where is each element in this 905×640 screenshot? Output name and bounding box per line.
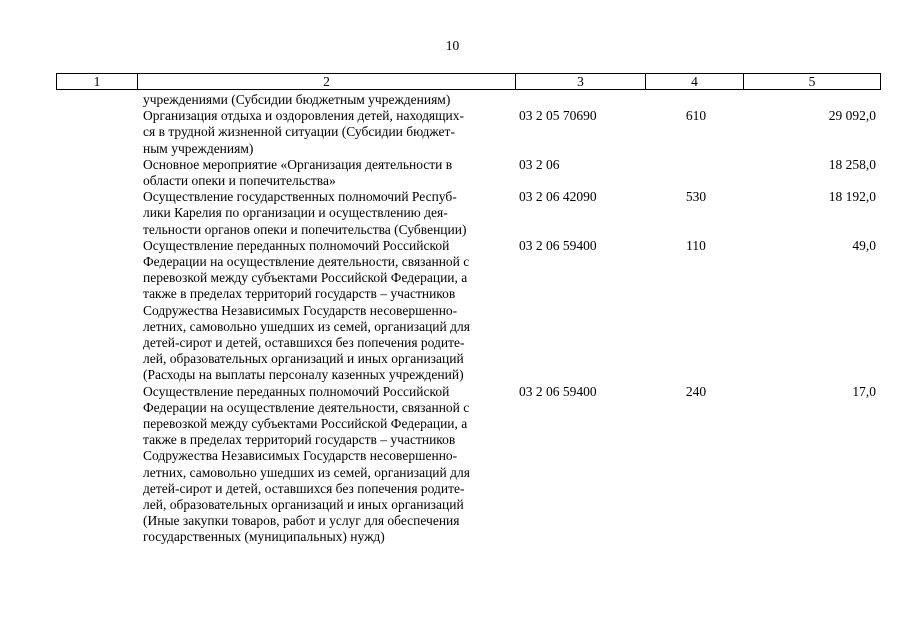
description-line: Содружества Независимых Государств несовершенно- bbox=[143, 302, 458, 318]
row-description bbox=[137, 384, 509, 546]
table-row bbox=[56, 157, 880, 189]
description-line: (Иные закупки товаров, работ и услуг для обеспечения bbox=[143, 513, 460, 529]
row-code: 03 2 06 59400 bbox=[519, 383, 597, 399]
description-line: Организация отдыха и оздоровления детей, находящих- bbox=[143, 108, 465, 124]
description-line: Осуществление переданных полномочий Российской bbox=[143, 237, 450, 253]
row-amount: 49,0 bbox=[852, 237, 876, 253]
description-line: (Расходы на выплаты персоналу казенных учреждений) bbox=[143, 367, 464, 383]
description-line: детей-сирот и детей, оставшихся без попечения родите- bbox=[143, 480, 465, 496]
row-code: 03 2 06 59400 bbox=[519, 237, 597, 253]
description-line: ным учреждениям) bbox=[143, 140, 254, 156]
column-header-4: 4 bbox=[646, 74, 744, 90]
row-amount: 29 092,0 bbox=[828, 108, 876, 124]
row-description bbox=[137, 238, 509, 384]
column-header-row bbox=[57, 74, 881, 90]
description-line: Осуществление государственных полномочий Респуб- bbox=[143, 189, 457, 205]
description-line: учреждениями (Субсидии бюджетным учреждениям) bbox=[143, 92, 451, 107]
description-line: лей, образовательных организаций и иных организаций bbox=[143, 351, 464, 367]
row-description bbox=[137, 157, 509, 189]
description-line: Осуществление переданных полномочий Российской bbox=[143, 383, 450, 399]
row-type: 530 bbox=[685, 189, 707, 205]
row-amount: 17,0 bbox=[852, 383, 876, 399]
description-line: также в пределах территорий государств – участников bbox=[143, 432, 456, 448]
row-code: 03 2 06 42090 bbox=[519, 189, 597, 205]
description-line: Содружества Независимых Государств несовершенно- bbox=[143, 448, 458, 464]
row-amount: 18 258,0 bbox=[828, 156, 876, 172]
column-header-3: 3 bbox=[516, 74, 646, 90]
row-type: 240 bbox=[685, 383, 707, 399]
row-amount: 18 192,0 bbox=[828, 189, 876, 205]
description-line: тельности органов опеки и попечительства (Субвенции) bbox=[143, 221, 467, 237]
page-number: 10 bbox=[445, 38, 460, 53]
table-row bbox=[56, 92, 880, 108]
description-line: детей-сирот и детей, оставшихся без попечения родите- bbox=[143, 335, 465, 351]
table-row bbox=[56, 189, 880, 238]
row-type: 110 bbox=[686, 237, 706, 253]
row-code: 03 2 06 bbox=[519, 156, 560, 172]
row-type: 610 bbox=[685, 108, 707, 124]
table-row bbox=[56, 108, 880, 157]
row-description bbox=[137, 108, 509, 157]
description-line: летних, самовольно ушедших из семей, организаций для bbox=[143, 318, 470, 334]
description-line: перевозкой между субъектами Российской Федерации, а bbox=[143, 416, 468, 432]
description-line: ся в трудной жизненной ситуации (Субсидии бюджет- bbox=[143, 124, 455, 140]
description-line: Федерации на осуществление деятельности, связанной с bbox=[143, 399, 470, 415]
row-description bbox=[137, 92, 509, 108]
row-description bbox=[137, 189, 509, 238]
description-line: лей, образовательных организаций и иных организаций bbox=[143, 497, 464, 513]
column-header-table bbox=[56, 73, 881, 90]
description-line: летних, самовольно ушедших из семей, организаций для bbox=[143, 464, 470, 480]
description-line: также в пределах территорий государств – участников bbox=[143, 286, 456, 302]
budget-table-body bbox=[56, 92, 880, 546]
table-row bbox=[56, 238, 880, 384]
column-header-1: 1 bbox=[57, 74, 138, 90]
column-header-5: 5 bbox=[744, 74, 881, 90]
description-line: лики Карелия по организации и осуществлению дея- bbox=[143, 205, 448, 221]
description-line: Основное мероприятие «Организация деятельности в bbox=[143, 156, 453, 172]
description-line: области опеки и попечительства» bbox=[143, 173, 336, 189]
row-code: 03 2 05 70690 bbox=[519, 108, 597, 124]
column-header-2: 2 bbox=[138, 74, 516, 90]
description-line: перевозкой между субъектами Российской Федерации, а bbox=[143, 270, 468, 286]
description-line: Федерации на осуществление деятельности, связанной с bbox=[143, 254, 470, 270]
description-line: государственных (муниципальных) нужд) bbox=[143, 529, 385, 545]
table-row bbox=[56, 384, 880, 546]
